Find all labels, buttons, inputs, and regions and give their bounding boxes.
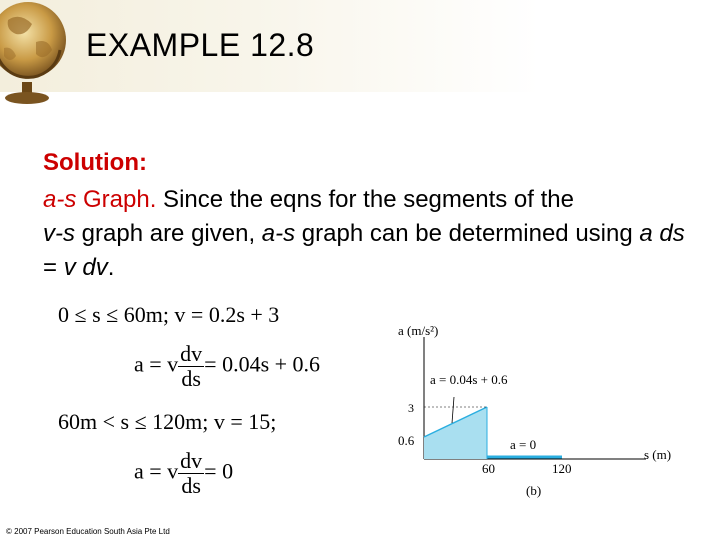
y-axis-label: a (m/s²)	[398, 323, 439, 338]
y-tick-3: 3	[408, 401, 414, 415]
a-s-term: a-s	[261, 220, 296, 247]
inline-eq-a: a	[639, 220, 653, 247]
inline-eq-dv: dv	[75, 254, 108, 281]
equation-segment-1-velocity: 0 ≤ s ≤ 60m; v = 0.2s + 3	[58, 302, 280, 327]
body-text-2: graph are given,	[75, 220, 262, 247]
equation-segment-2-velocity: 60m < s ≤ 120m; v = 15;	[58, 409, 277, 434]
as-graph-label: a-s Graph.	[43, 186, 157, 213]
inline-eq-ds: ds	[652, 220, 685, 247]
x-tick-60: 60	[482, 461, 495, 476]
fraction-dv-ds: $\frac{dv}{ds}$	[180, 341, 203, 391]
segment-1-label: a = 0.04s + 0.6	[430, 372, 508, 387]
solution-body: a-s Graph. Since the eqns for the segments of the v-s graph are given, a-s graph can be determined using a ds = v dv.	[43, 186, 685, 281]
a-s-graph-svg	[394, 315, 678, 501]
y-tick-0-6: 0.6	[398, 433, 415, 448]
inline-eq-v: v	[63, 254, 76, 281]
equation-segment-2-acceleration: a = v $\frac{dv}{ds}$ = 0	[134, 448, 234, 498]
fraction-dv-ds-2: $\frac{dv}{ds}$	[180, 448, 203, 498]
body-text-3: graph can be determined using	[295, 220, 640, 247]
globe-icon	[0, 0, 70, 110]
equation-segment-1-acceleration: a = v $\frac{dv}{ds}$ = 0.04s + 0.6	[134, 341, 321, 391]
graph-caption: (b)	[526, 483, 542, 498]
slide-title: EXAMPLE 12.8	[86, 27, 315, 63]
x-tick-120: 120	[552, 461, 572, 476]
body-text-1: Since the eqns for the segments of the	[156, 186, 574, 213]
label-leader-line	[452, 397, 454, 423]
v-s-term: v-s	[43, 220, 75, 247]
segment-2-label: a = 0	[510, 437, 537, 452]
x-axis-label: s (m)	[644, 447, 672, 462]
copyright-notice: © 2007 Pearson Education South Asia Pte Ltd	[6, 527, 170, 536]
a-s-graph	[394, 315, 678, 501]
solution-heading: Solution:	[43, 149, 147, 176]
